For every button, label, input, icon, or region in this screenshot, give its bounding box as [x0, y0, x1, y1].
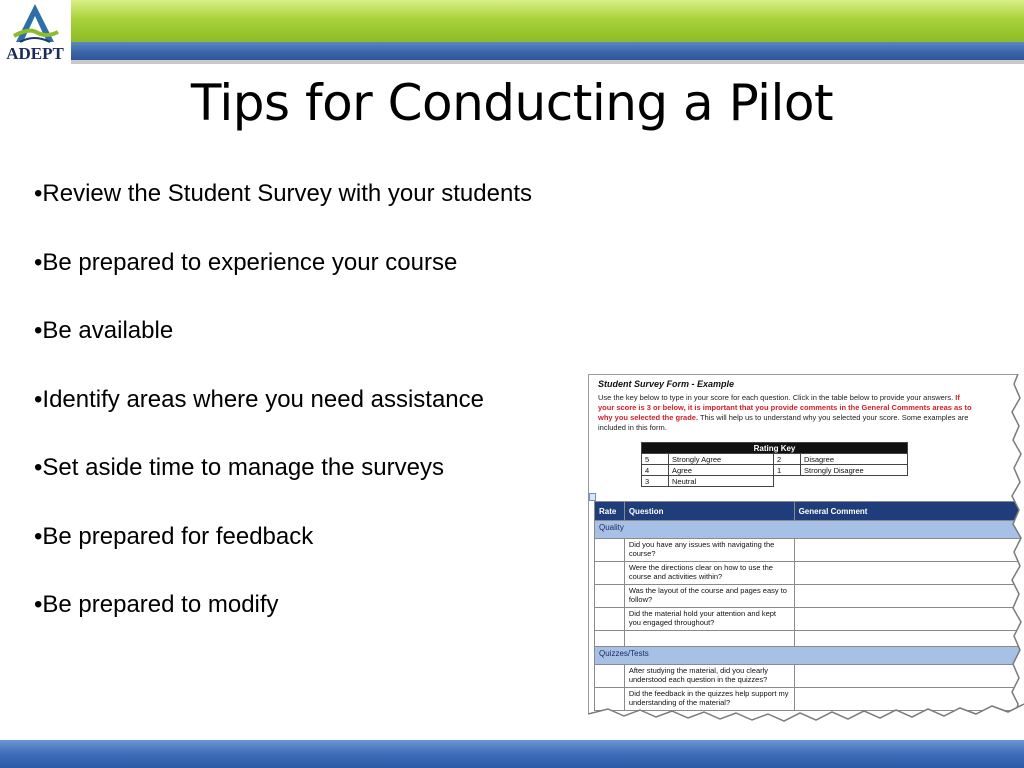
question-cell: Did you have any issues with navigating the course?	[624, 539, 794, 562]
rating-key-row	[642, 454, 908, 465]
bullet-item: •Be available	[34, 317, 174, 344]
table-row	[595, 608, 1024, 631]
form-title: Student Survey Form - Example	[598, 379, 735, 389]
survey-form-image	[588, 374, 1024, 721]
comment-cell[interactable]	[794, 665, 1024, 688]
table-row	[595, 665, 1024, 688]
rate-cell[interactable]	[595, 631, 625, 647]
rating-value: 2	[774, 454, 801, 465]
logo	[0, 0, 70, 64]
torn-edge-right	[1000, 374, 1024, 720]
question-cell: Was the layout of the course and pages easy to follow?	[624, 585, 794, 608]
rating-value: 4	[642, 465, 669, 476]
bullet-item: •Identify areas where you need assistance	[34, 385, 484, 413]
rate-cell[interactable]	[595, 539, 625, 562]
comment-cell[interactable]	[794, 631, 1024, 647]
bullet-item: •Be prepared for feedback	[34, 522, 314, 550]
rate-cell[interactable]	[595, 585, 625, 608]
adept-logo-icon	[6, 2, 64, 46]
table-row	[595, 539, 1024, 562]
table-anchor-icon	[589, 493, 596, 501]
comment-cell[interactable]	[794, 585, 1024, 608]
question-cell	[624, 631, 794, 647]
table-row	[595, 585, 1024, 608]
rating-key-header: Rating Key	[642, 443, 908, 454]
rating-label: Strongly Agree	[669, 454, 774, 465]
section-header: Quality	[595, 521, 1024, 539]
question-cell: Did the feedback in the quizzes help support my understanding of the material?	[624, 688, 794, 711]
rating-value: 1	[774, 465, 801, 476]
header-divider	[71, 60, 1024, 64]
comment-cell[interactable]	[794, 608, 1024, 631]
survey-table	[594, 501, 1024, 711]
form-desc-part2: This will help us to understand why you selected your score. Some examples are included in this form.	[598, 413, 969, 432]
rate-cell[interactable]	[595, 608, 625, 631]
question-cell: Were the directions clear on how to use the course and activities within?	[624, 562, 794, 585]
rating-key-table	[641, 442, 908, 487]
bullet-item: •Be prepared to modify	[34, 591, 279, 618]
rating-label: Strongly Disagree	[801, 465, 908, 476]
column-header-comment: General Comment	[794, 502, 1024, 521]
slide-title: Tips for Conducting a Pilot	[190, 74, 834, 132]
form-desc-part1: Use the key below to type in your score for each question. Click in the table below to provide your answers.	[598, 393, 956, 402]
rating-key-row	[642, 465, 908, 476]
rate-cell[interactable]	[595, 665, 625, 688]
rating-label: Agree	[669, 465, 774, 476]
form-desc-warning: If your score is 3 or below, it is important that you provide comments in the General Comments areas as to why you selected the grade.	[598, 393, 972, 422]
header-green-bar	[71, 0, 1024, 42]
rate-cell[interactable]	[595, 562, 625, 585]
table-row	[595, 631, 1024, 647]
rating-key-row	[642, 476, 908, 487]
bullet-list	[34, 176, 532, 656]
question-cell: Did the material hold your attention and kept you engaged throughout?	[624, 608, 794, 631]
footer-bar	[0, 740, 1024, 768]
bullet-item: •Set aside time to manage the surveys	[34, 454, 444, 481]
section-header: Quizzes/Tests	[595, 647, 1024, 665]
logo-text: ADEPT	[6, 44, 64, 63]
rating-value: 3	[642, 476, 669, 487]
header-blue-bar	[71, 42, 1024, 60]
rating-value: 5	[642, 454, 669, 465]
column-header-question: Question	[624, 502, 794, 521]
bullet-item: •Be prepared to experience your course	[34, 248, 458, 276]
comment-cell[interactable]	[794, 562, 1024, 585]
rating-label: Neutral	[669, 476, 774, 487]
form-description	[598, 393, 978, 433]
rating-label: Disagree	[801, 454, 908, 465]
table-row	[595, 562, 1024, 585]
comment-cell[interactable]	[794, 539, 1024, 562]
question-cell: After studying the material, did you clearly understood each question in the quizzes?	[624, 665, 794, 688]
torn-edge-bottom	[588, 700, 1024, 730]
bullet-item: •Review the Student Survey with your students	[34, 180, 532, 207]
column-header-rate: Rate	[595, 502, 625, 521]
